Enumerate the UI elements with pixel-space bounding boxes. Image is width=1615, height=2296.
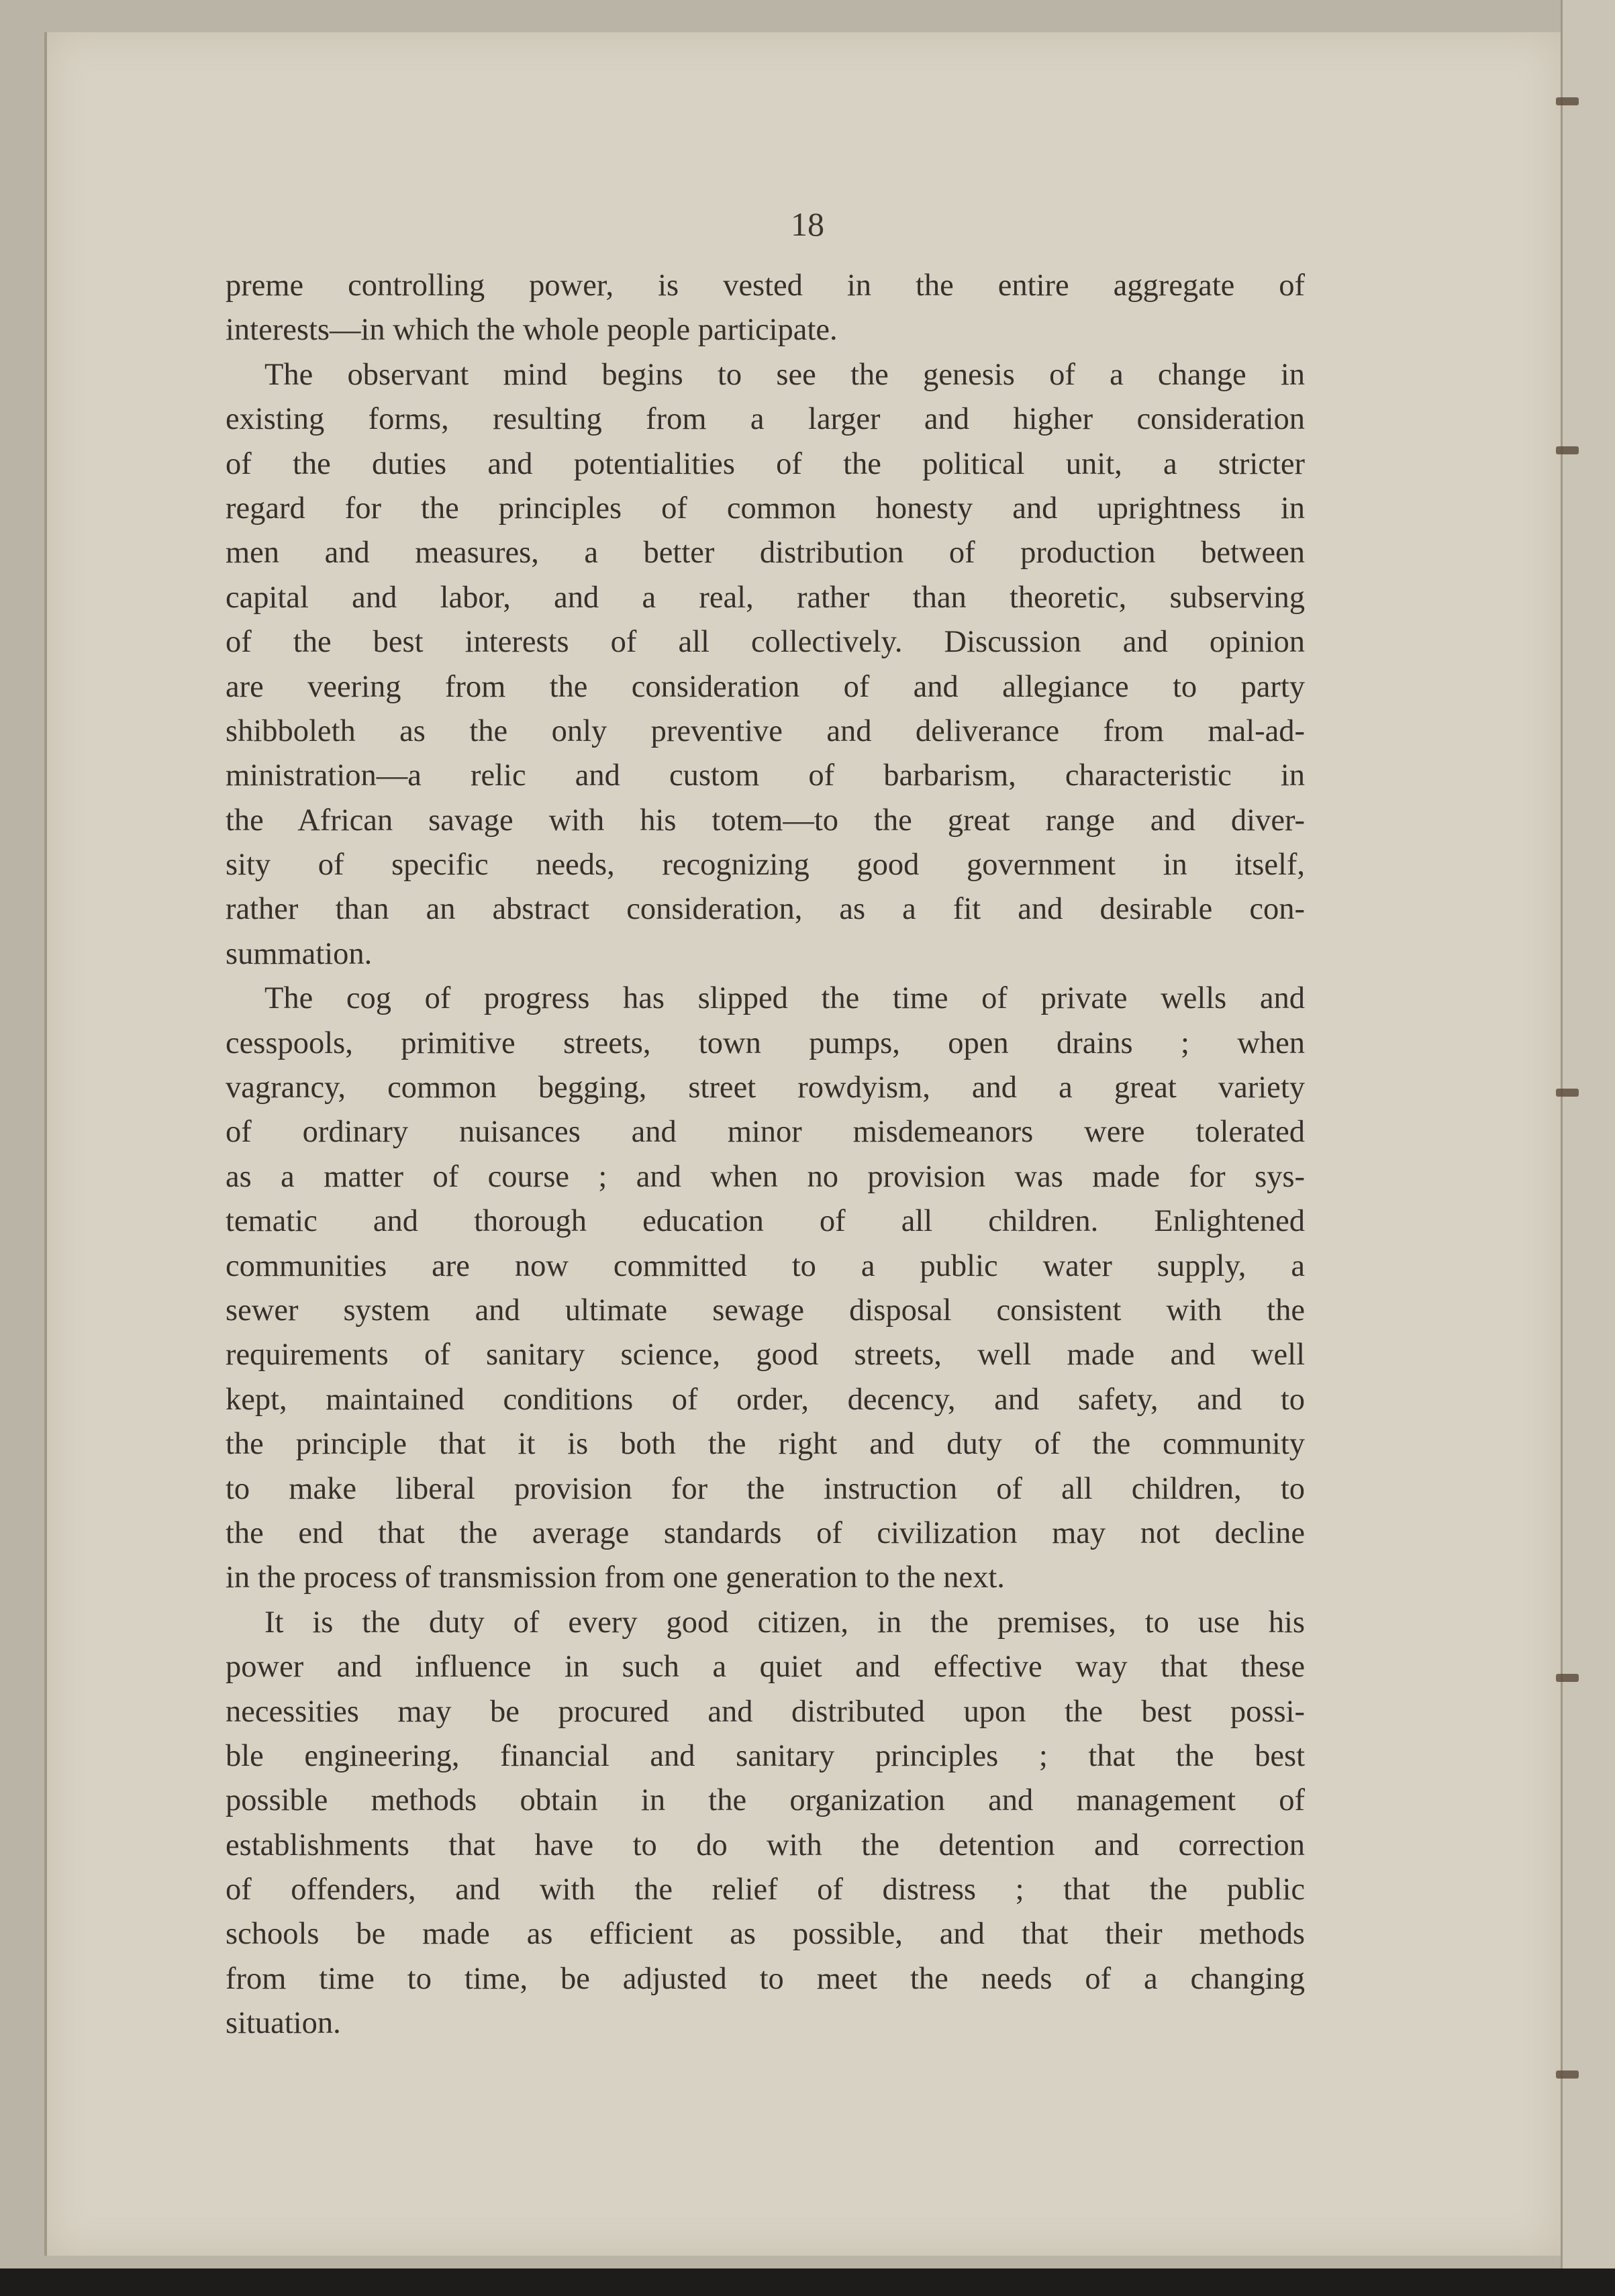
text-line: are veering from the consideration of and allegiance to party (226, 669, 1305, 704)
text-line: preme controlling power, is vested in the entire aggregate of (226, 268, 1305, 303)
text-line: interests—in which the whole people participate. (226, 313, 838, 348)
paragraph (226, 977, 1305, 1600)
text-line: from time to time, be adjusted to meet the needs of a changing (226, 1961, 1305, 1996)
binding-stitch (1556, 1089, 1579, 1097)
binding-stitch (1556, 97, 1579, 105)
text-line: establishments that have to do with the detention and correction (226, 1828, 1305, 1862)
text-line: as a matter of course ; and when no provision was made for sys- (226, 1159, 1305, 1194)
text-line: tematic and thorough education of all children. Enlightened (226, 1204, 1305, 1239)
text-line: vagrancy, common begging, street rowdyism, and a great variety (226, 1070, 1305, 1105)
text-line: schools be made as efficient as possible, and that their methods (226, 1917, 1305, 1952)
text-line: The cog of progress has slipped the time of private wells and (264, 981, 1305, 1016)
text-line: in the process of transmission from one generation to the next. (226, 1560, 1005, 1595)
text-line: ministration—a relic and custom of barbarism, characteristic in (226, 758, 1305, 793)
binding-stitch (1556, 446, 1579, 454)
text-line: the principle that it is both the right and duty of the community (226, 1427, 1305, 1462)
text-line: requirements of sanitary science, good streets, well made and well (226, 1338, 1305, 1372)
text-line: men and measures, a better distribution of production between (226, 536, 1305, 570)
text-line: to make liberal provision for the instruction of all children, to (226, 1471, 1305, 1506)
text-line: the end that the average standards of civilization may not decline (226, 1515, 1305, 1550)
text-line: summation. (226, 936, 373, 971)
text-line: The observant mind begins to see the genesis of a change in (264, 357, 1305, 392)
text-line: communities are now committed to a public water supply, a (226, 1248, 1305, 1283)
text-line: of offenders, and with the relief of distress ; that the public (226, 1873, 1305, 1907)
page-number: 18 (791, 205, 824, 243)
text-line: of the best interests of all collectively. Discussion and opinion (226, 625, 1305, 660)
text-line: kept, maintained conditions of order, decency, and safety, and to (226, 1382, 1305, 1417)
paragraph (226, 353, 1305, 977)
text-line: rather than an abstract consideration, as a fit and desirable con- (226, 892, 1305, 927)
text-line: sity of specific needs, recognizing good government in itself, (226, 848, 1305, 883)
text-line: It is the duty of every good citizen, in the premises, to use his (264, 1605, 1305, 1640)
text-line: the African savage with his totem—to the great range and diver- (226, 803, 1305, 838)
text-line: capital and labor, and a real, rather than theoretic, subserving (226, 580, 1305, 615)
text-line: power and influence in such a quiet and effective way that these (226, 1650, 1305, 1685)
text-line: situation. (226, 2006, 341, 2041)
text-line: of the duties and potentialities of the political unit, a stricter (226, 446, 1305, 481)
paragraph (226, 264, 1305, 353)
binding-stitch (1556, 1674, 1579, 1682)
text-line: regard for the principles of common honesty and uprightness in (226, 491, 1305, 526)
text-line: of ordinary nuisances and minor misdemeanors were tolerated (226, 1115, 1305, 1150)
text-line: necessities may be procured and distributed upon the best possi- (226, 1694, 1305, 1729)
paragraph (226, 1601, 1305, 2046)
text-line: cesspools, primitive streets, town pumps, open drains ; when (226, 1026, 1305, 1060)
facing-page-edge (1561, 0, 1615, 2268)
text-line: existing forms, resulting from a larger and higher consideration (226, 402, 1305, 437)
text-line: sewer system and ultimate sewage disposal consistent with the (226, 1293, 1305, 1328)
binding-stitch (1556, 2070, 1579, 2079)
text-line: shibboleth as the only preventive and deliverance from mal-ad- (226, 713, 1305, 748)
text-line: ble engineering, financial and sanitary principles ; that the best (226, 1738, 1305, 1773)
text-line: possible methods obtain in the organization and management of (226, 1783, 1305, 1818)
body-text (226, 264, 1305, 2046)
